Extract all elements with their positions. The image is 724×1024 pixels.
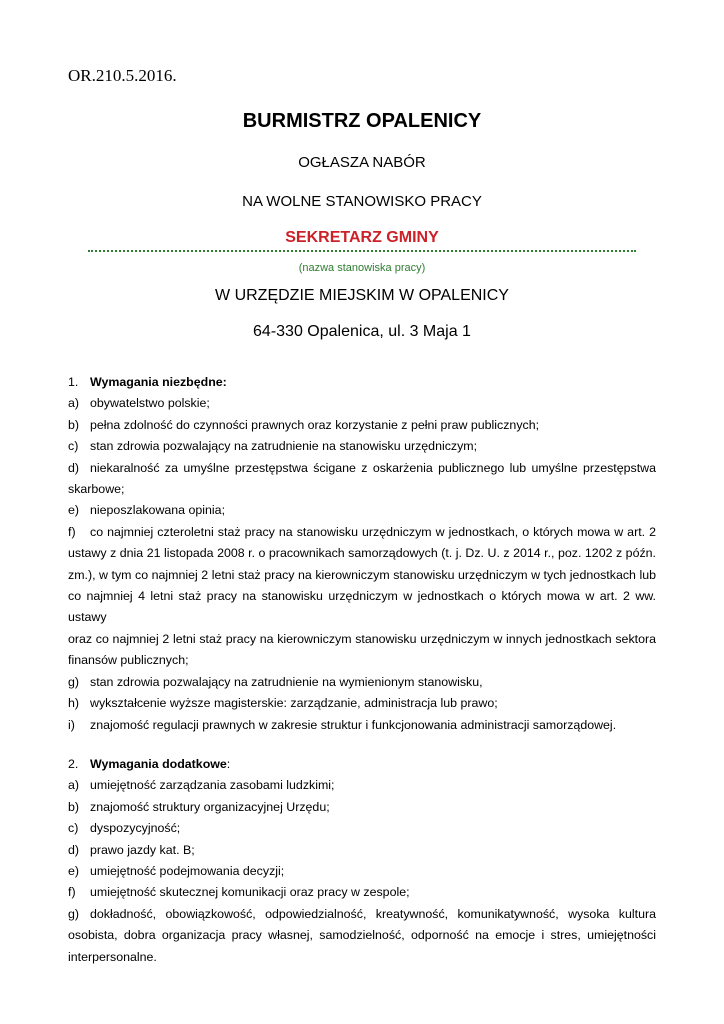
list-item bbox=[68, 715, 656, 736]
list-item-label: a) bbox=[68, 778, 80, 793]
list-item-line bbox=[68, 586, 656, 629]
section-number: 1. bbox=[68, 375, 79, 389]
list-item-line bbox=[68, 797, 656, 818]
list-item-text: umiejętność skutecznej komunikacji oraz pracy w zespole; bbox=[90, 885, 410, 900]
list-item-line bbox=[68, 925, 656, 946]
list-item-text: obywatelstwo polskie; bbox=[90, 396, 210, 411]
list-item-text: nieposzlakowana opinia; bbox=[90, 503, 226, 518]
list-item-line bbox=[68, 458, 656, 479]
list-item-text: prawo jazdy kat. B; bbox=[90, 842, 195, 857]
list-item-line bbox=[68, 500, 656, 521]
list-item-text: znajomość struktury organizacyjnej Urzędu; bbox=[90, 799, 330, 814]
list-item bbox=[68, 693, 656, 714]
list-item-text: skarbowe; bbox=[68, 482, 125, 497]
list-item-line bbox=[68, 543, 656, 564]
list-item-line bbox=[68, 904, 656, 925]
list-item-label: d) bbox=[68, 460, 80, 475]
list-item-line bbox=[68, 840, 656, 861]
list-item-text: niekaralność za umyślne przestępstwa ścigane z oskarżenia publicznego lub umyślne przestępstwa bbox=[90, 460, 656, 475]
list-item bbox=[68, 500, 656, 521]
list-item-text: umiejętność zarządzania zasobami ludzkimi; bbox=[90, 778, 335, 793]
list-item-label: e) bbox=[68, 503, 80, 518]
section-title: Wymagania niezbędne: bbox=[90, 375, 227, 389]
list-item-line bbox=[68, 818, 656, 839]
list-item-line bbox=[68, 650, 656, 671]
list-item-label: b) bbox=[68, 417, 80, 432]
list-item-line bbox=[68, 775, 656, 796]
list-item-label: g) bbox=[68, 674, 80, 689]
list-item-line bbox=[68, 415, 656, 436]
requirements-body bbox=[68, 372, 656, 968]
list-item-label: e) bbox=[68, 863, 80, 878]
list-item bbox=[68, 458, 656, 501]
list-item-text: umiejętność podejmowania decyzji; bbox=[90, 863, 285, 878]
section-1-list bbox=[68, 393, 656, 736]
list-item-line bbox=[68, 672, 656, 693]
reference-number: OR.210.5.2016. bbox=[68, 66, 177, 85]
dotted-line bbox=[88, 250, 636, 252]
list-item-line bbox=[68, 715, 656, 736]
list-item-label: d) bbox=[68, 842, 80, 857]
list-item-label: g) bbox=[68, 906, 80, 921]
list-item-label: b) bbox=[68, 799, 80, 814]
list-item-text: wykształcenie wyższe magisterskie: zarządzanie, administracja lub prawo; bbox=[90, 696, 498, 711]
section-number: 2. bbox=[68, 756, 79, 771]
list-item-line bbox=[68, 947, 656, 968]
list-item bbox=[68, 415, 656, 436]
list-item-text: zm.), w tym co najmniej 2 letni staż pracy na kierowniczym stanowisku urzędniczym w tych jednostkach lub bbox=[68, 567, 656, 582]
list-item-label: f) bbox=[68, 524, 76, 539]
list-item-line bbox=[68, 693, 656, 714]
announce-heading: OGŁASZA NABÓR bbox=[298, 154, 426, 171]
list-item-label: a) bbox=[68, 396, 80, 411]
list-item bbox=[68, 840, 656, 861]
list-item-label: i) bbox=[68, 717, 75, 732]
list-item-line bbox=[68, 565, 656, 586]
list-item-line bbox=[68, 629, 656, 650]
list-item bbox=[68, 522, 656, 672]
document-title: BURMISTRZ OPALENICY bbox=[242, 110, 482, 132]
job-title: SEKRETARZ GMINY bbox=[285, 229, 439, 246]
position-heading: NA WOLNE STANOWISKO PRACY bbox=[242, 193, 482, 210]
list-item-label: f) bbox=[68, 885, 76, 900]
list-item bbox=[68, 882, 656, 903]
list-item-text: co najmniej czteroletni staż pracy na stanowisku urzędniczym w jednostkach, o których mowa w art. 2 bbox=[90, 524, 656, 539]
list-item bbox=[68, 904, 656, 968]
list-item-text: osobista, dobra organizacja pracy własnej, samodzielność, odporność na emocje i stres, umiejętności bbox=[68, 928, 656, 943]
list-item-text: oraz co najmniej 2 letni staż pracy na kierowniczym stanowisku urzędniczym w innych jednostkach sektora bbox=[68, 631, 656, 646]
list-item-text: stan zdrowia pozwalający na zatrudnienie na wymienionym stanowisku, bbox=[90, 674, 483, 689]
list-item-line bbox=[68, 522, 656, 543]
list-item-text: pełna zdolność do czynności prawnych oraz korzystanie z pełni praw publicznych; bbox=[90, 417, 540, 432]
office-heading: W URZĘDZIE MIEJSKIM W OPALENICY bbox=[215, 287, 509, 304]
job-caption: (nazwa stanowiska pracy) bbox=[298, 262, 426, 274]
office-address: 64-330 Opalenica, ul. 3 Maja 1 bbox=[253, 323, 471, 340]
list-item bbox=[68, 672, 656, 693]
list-item bbox=[68, 818, 656, 839]
list-item bbox=[68, 797, 656, 818]
list-item-label: h) bbox=[68, 696, 80, 711]
section-title-suffix: : bbox=[226, 756, 231, 771]
section-2-heading bbox=[68, 754, 656, 775]
list-item-line bbox=[68, 436, 656, 457]
list-item-text: dyspozycyjność; bbox=[90, 821, 181, 836]
list-item-text: co najmniej 4 letni staż pracy na stanowisku urzędniczym w jednostkach o których mowa w art. 2 ww. ustawy bbox=[68, 589, 656, 625]
list-item-line bbox=[68, 479, 656, 500]
section-1-heading bbox=[68, 372, 656, 393]
list-item bbox=[68, 393, 656, 414]
list-item bbox=[68, 436, 656, 457]
list-item-text: dokładność, obowiązkowość, odpowiedzialność, kreatywność, komunikatywność, wysoka kultura bbox=[90, 906, 656, 921]
list-item-text: znajomość regulacji prawnych w zakresie struktur i funkcjonowania administracji samorządowej. bbox=[90, 717, 617, 732]
list-item-line bbox=[68, 861, 656, 882]
section-title: Wymagania dodatkowe bbox=[90, 756, 227, 771]
list-item-text: interpersonalne. bbox=[68, 949, 157, 964]
list-item-text: ustawy z dnia 21 listopada 2008 r. o pracownikach samorządowych (t. j. Dz. U. z 2014 r., poz. 1202 z późn. bbox=[68, 546, 656, 561]
list-item bbox=[68, 775, 656, 796]
list-item-label: c) bbox=[68, 439, 79, 454]
list-item-text: stan zdrowia pozwalający na zatrudnienie na stanowisku urzędniczym; bbox=[90, 439, 478, 454]
list-item bbox=[68, 861, 656, 882]
list-item-label: c) bbox=[68, 821, 79, 836]
list-item-line bbox=[68, 882, 656, 903]
section-2-list bbox=[68, 775, 656, 968]
section-gap bbox=[68, 736, 656, 754]
list-item-text: finansów publicznych; bbox=[68, 653, 189, 668]
list-item-line bbox=[68, 393, 656, 414]
